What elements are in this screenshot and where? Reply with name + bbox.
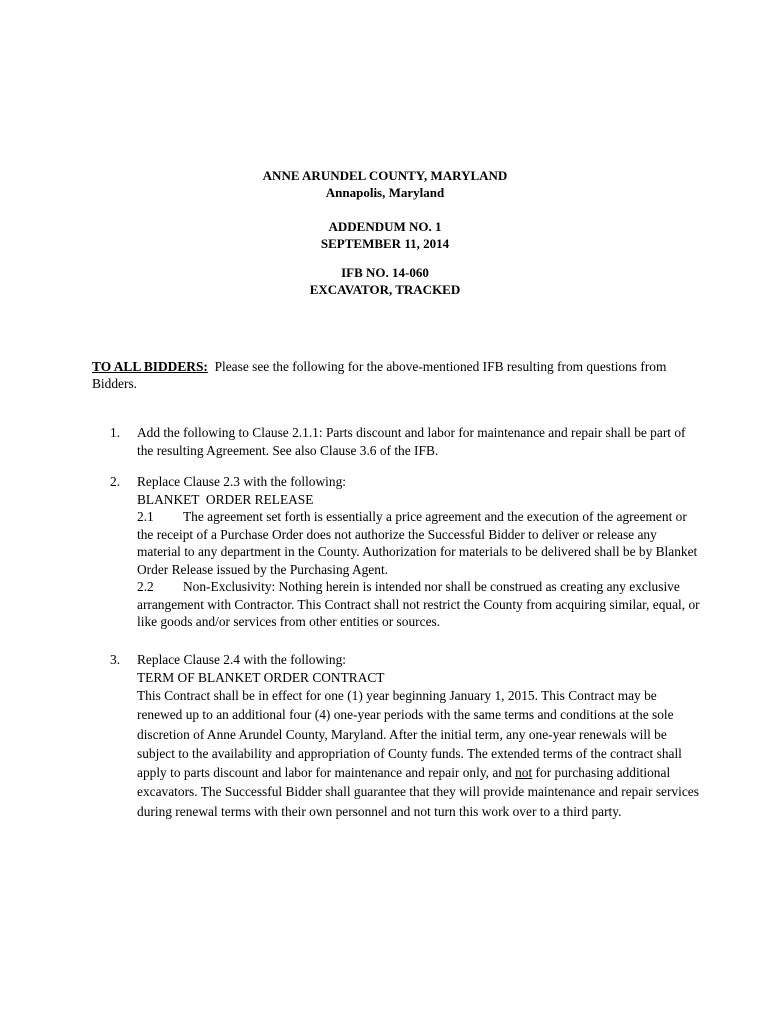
term-text-after: for purchasing additional excavators. The Successful Bidder shall guarantee that they will provide maintenance and repair services during renewal terms with their own personnel and not turn this work over to a third party. [137,765,699,819]
header-ifb [0,264,770,298]
header-county [0,167,770,201]
header-addendum [0,218,770,252]
ifb-number: IFB NO. 14-060 [341,265,429,280]
sub-clause [137,578,700,631]
item-section-title: BLANKET ORDER RELEASE [137,491,314,507]
item-number: 2. [110,474,121,489]
term-emphasis: not [515,765,533,781]
item-intro: Replace Clause 2.3 with the following: [137,474,346,489]
list-item [110,651,700,821]
intro-heading: TO ALL BIDDERS: [92,359,208,374]
sub-clause-number: 2.1 [137,509,154,524]
sub-clause-text: Non-Exclusivity: Nothing herein is intended nor shall be construed as creating any exclusive arrangement with Contractor. This Contract shall not restrict the County from acquiring similar, equal, or like goods and/or services from other entities or sources. [137,579,700,629]
item-number: 1. [110,425,121,440]
intro-paragraph [92,358,692,392]
ifb-title: EXCAVATOR, TRACKED [309,282,461,297]
county-title: ANNE ARUNDEL COUNTY, MARYLAND [262,168,508,183]
term-paragraph [137,686,700,821]
list-item [110,473,700,631]
intro-text: Please see the following for the above-mentioned IFB resulting from questions from Bidders. [92,359,667,391]
addendum-date: SEPTEMBER 11, 2014 [320,236,450,251]
item-section-title: TERM OF BLANKET ORDER CONTRACT [137,669,385,685]
term-text-before: This Contract shall be in effect for one (1) year beginning January 1, 2015. This Contract may be renewed up to an additional four (4) one-year periods with the same terms and conditions at the sole discretion of Anne Arundel County, Maryland. After the initial term, any one-year renewals will be subject to the availability and appropriation of County funds. The extended terms of the contract shall apply to parts discount and labor for maintenance and repair only, and [137,688,682,781]
item-intro: Replace Clause 2.4 with the following: [137,652,346,667]
item-number: 3. [110,652,121,667]
city-title: Annapolis, Maryland [325,185,445,200]
sub-clause [137,508,700,578]
item-text: Add the following to Clause 2.1.1: Parts discount and labor for maintenance and repair shall be part of the resulting Agreement. See also Clause 3.6 of the IFB. [137,425,686,458]
list-item [110,424,700,459]
sub-clause-text: The agreement set forth is essentially a price agreement and the execution of the agreement or the receipt of a Purchase Order does not authorize the Successful Bidder to deliver or release any material to any department in the County. Authorization for materials to be delivered shall be by Blanket Order Release issued by the Purchasing Agent. [137,509,698,577]
sub-clause-number: 2.2 [137,579,154,594]
addendum-number: ADDENDUM NO. 1 [328,219,442,234]
